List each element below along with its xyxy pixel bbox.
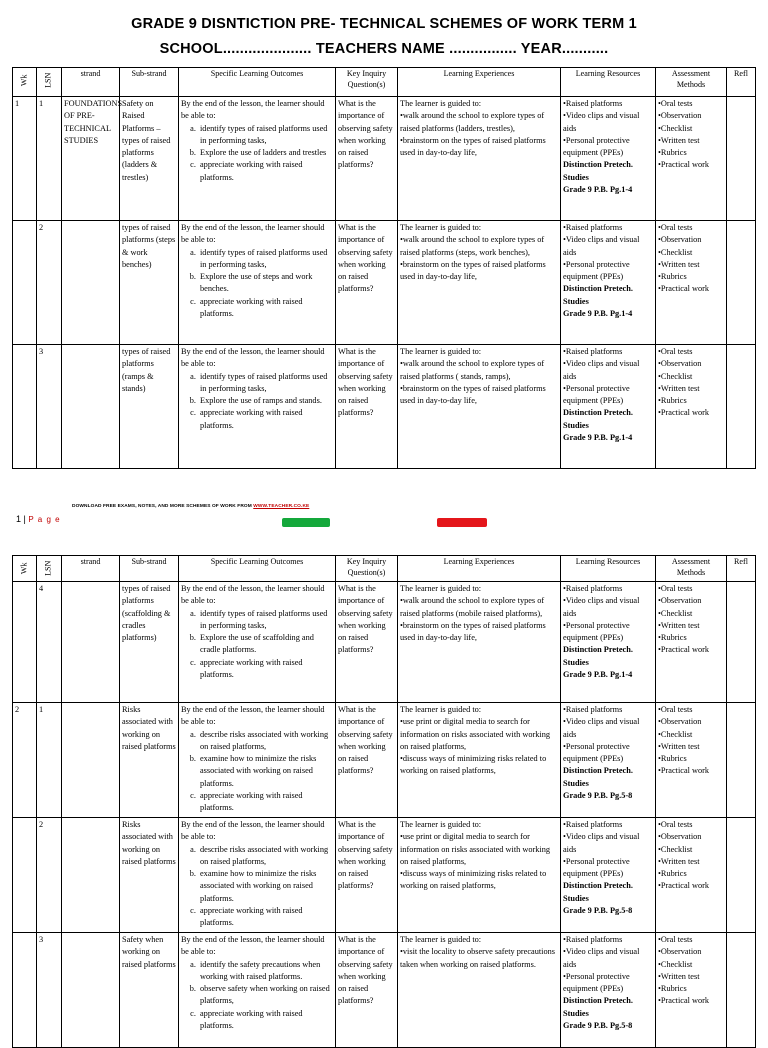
col-header-kiq: Key Inquiry Question(s) <box>336 556 398 582</box>
le-intro: The learner is guided to: <box>400 347 482 356</box>
week-cell <box>13 345 37 469</box>
col-header-le: Learning Experiences <box>398 68 561 97</box>
am-item: • Observation <box>658 234 724 246</box>
slo-cell <box>179 703 336 818</box>
col-header-strand: strand <box>62 556 120 582</box>
slo-item: b. Explore the use of ramps and stands. <box>198 395 333 407</box>
lr-book-title: Distinction Pretech. Studies <box>563 408 633 430</box>
lr-item: • Raised platforms <box>563 934 653 946</box>
strand-cell <box>62 345 120 469</box>
slo-item: b. examine how to minimize the risks associated with working on raised platforms. <box>198 868 333 905</box>
slo-item: a. describe risks associated with working on raised platforms, <box>198 729 333 754</box>
reflection-cell <box>727 97 756 221</box>
am-item: • Oral tests <box>658 222 724 234</box>
le-intro: The learner is guided to: <box>400 99 482 108</box>
table-row <box>13 933 756 1048</box>
lr-book-title: Distinction Pretech. Studies <box>563 881 633 903</box>
le-intro: The learner is guided to: <box>400 935 482 944</box>
slo-cell <box>179 221 336 345</box>
lr-book-title: Distinction Pretech. Studies <box>563 996 633 1018</box>
reflection-cell <box>727 221 756 345</box>
slo-item: b. examine how to minimize the risks associated with working on raised platforms. <box>198 753 333 790</box>
am-item: • Written test <box>658 259 724 271</box>
table-header-row <box>13 556 756 582</box>
slo-item: b. Explore the use of scaffolding and cradle platforms. <box>198 632 333 657</box>
le-item: • walk around the school to explore types of raised platforms (ladders, trestles), <box>400 110 558 135</box>
le-item: • discuss ways of minimizing risks related to working on raised platforms, <box>400 753 558 778</box>
lr-item: • Raised platforms <box>563 222 653 234</box>
le-item: • visit the locality to observe safety precautions taken when working on raised platforms. <box>400 946 558 971</box>
am-item: • Oral tests <box>658 934 724 946</box>
learning-resources-cell <box>561 703 656 818</box>
am-list <box>658 222 724 296</box>
am-item: • Oral tests <box>658 98 724 110</box>
sub-strand-cell: types of raised platforms (scaffolding & cradles platforms) <box>120 582 179 703</box>
lr-item: • Video clips and visual aids <box>563 946 653 971</box>
lr-list <box>563 934 653 995</box>
table-row <box>13 818 756 933</box>
table-row <box>13 345 756 469</box>
learning-experiences-cell <box>398 221 561 345</box>
key-inquiry-cell: What is the importance of observing safety when working on raised platforms? <box>336 933 398 1048</box>
lesson-cell: 2 <box>37 818 62 933</box>
am-item: • Practical work <box>658 644 724 656</box>
am-item: • Rubrics <box>658 753 724 765</box>
sub-strand-cell: Safety on Raised Platforms – types of raised platforms (ladders & trestles) <box>120 97 179 221</box>
strand-cell <box>62 933 120 1048</box>
col-header-lsn: LSN <box>37 68 62 97</box>
am-item: • Written test <box>658 135 724 147</box>
am-item: • Practical work <box>658 283 724 295</box>
le-item: • walk around the school to explore types of raised platforms (mobile raised platforms), <box>400 595 558 620</box>
le-item: • use print or digital media to search for information on risks associated with working on raised platforms, <box>400 831 558 868</box>
col-header-le: Learning Experiences <box>398 556 561 582</box>
le-item: • walk around the school to explore types of raised platforms ( stands, ramps), <box>400 358 558 383</box>
am-item: • Rubrics <box>658 632 724 644</box>
le-list <box>400 946 558 971</box>
lr-list <box>563 222 653 283</box>
lr-item: • Video clips and visual aids <box>563 716 653 741</box>
slo-cell <box>179 933 336 1048</box>
scheme-table-page-1 <box>12 67 756 469</box>
am-item: • Written test <box>658 383 724 395</box>
am-item: • Practical work <box>658 995 724 1007</box>
key-inquiry-cell: What is the importance of observing safety when working on raised platforms? <box>336 818 398 933</box>
slo-item: c. appreciate working with raised platforms. <box>198 790 333 815</box>
lr-item: • Raised platforms <box>563 819 653 831</box>
slo-item: a. identify the safety precautions when working with raised platforms. <box>198 959 333 984</box>
document-subtitle: SCHOOL..................... TEACHERS NAME ................ YEAR........... <box>159 41 609 57</box>
am-list <box>658 346 724 420</box>
slo-cell <box>179 97 336 221</box>
lr-item: • Video clips and visual aids <box>563 234 653 259</box>
am-item: • Practical work <box>658 407 724 419</box>
am-item: • Checklist <box>658 247 724 259</box>
am-item: • Observation <box>658 831 724 843</box>
lr-book-title: Distinction Pretech. Studies <box>563 160 633 182</box>
slo-item: b. Explore the use of steps and work benches. <box>198 271 333 296</box>
am-list <box>658 819 724 893</box>
slo-list <box>181 729 333 815</box>
key-inquiry-cell: What is the importance of observing safety when working on raised platforms? <box>336 97 398 221</box>
le-list <box>400 358 558 407</box>
col-header-kiq: Key Inquiry Question(s) <box>336 68 398 97</box>
col-header-lr: Learning Resources <box>561 68 656 97</box>
lr-item: • Raised platforms <box>563 346 653 358</box>
sub-strand-cell: Risks associated with working on raised platforms <box>120 818 179 933</box>
week-cell <box>13 582 37 703</box>
am-item: • Written test <box>658 741 724 753</box>
slo-item: b. Explore the use of ladders and trestles <box>198 147 333 159</box>
am-item: • Rubrics <box>658 271 724 283</box>
lr-item: • Personal protective equipment (PPEs) <box>563 383 653 408</box>
slo-item: a. identify types of raised platforms used in performing tasks, <box>198 123 333 148</box>
table-header-row <box>13 68 756 97</box>
le-item: • walk around the school to explore types of raised platforms (steps, work benches), <box>400 234 558 259</box>
col-header-sub-strand: Sub-strand <box>120 556 179 582</box>
am-item: • Rubrics <box>658 147 724 159</box>
slo-intro: By the end of the lesson, the learner should be able to: <box>181 705 325 727</box>
slo-cell <box>179 818 336 933</box>
slo-cell <box>179 582 336 703</box>
assessment-methods-cell <box>656 97 727 221</box>
slo-intro: By the end of the lesson, the learner should be able to: <box>181 584 325 606</box>
learning-experiences-cell <box>398 933 561 1048</box>
am-item: • Oral tests <box>658 583 724 595</box>
teacher-link[interactable]: WWW.TEACHER.CO.KE <box>253 504 310 509</box>
week-cell <box>13 933 37 1048</box>
lr-item: • Video clips and visual aids <box>563 358 653 383</box>
am-item: • Checklist <box>658 844 724 856</box>
col-header-wk: Wk <box>13 556 37 582</box>
strand-cell: FOUNDATIONS OF PRE-TECHNICAL STUDIES <box>62 97 120 221</box>
learning-experiences-cell <box>398 582 561 703</box>
sub-strand-cell: Risks associated with working on raised platforms <box>120 703 179 818</box>
lr-item: • Personal protective equipment (PPEs) <box>563 259 653 284</box>
learning-experiences-cell <box>398 345 561 469</box>
le-item: • use print or digital media to search for information on risks associated with working on raised platforms, <box>400 716 558 753</box>
le-item: • discuss ways of minimizing risks related to working on raised platforms, <box>400 868 558 893</box>
lr-item: • Raised platforms <box>563 583 653 595</box>
reflection-cell <box>727 345 756 469</box>
green-bar-decoration <box>282 518 330 527</box>
le-list <box>400 595 558 644</box>
am-item: • Rubrics <box>658 395 724 407</box>
strand-cell <box>62 703 120 818</box>
week-cell: 1 <box>13 97 37 221</box>
col-header-wk: Wk <box>13 68 37 97</box>
col-header-refl: Refl <box>727 556 756 582</box>
strand-cell <box>62 582 120 703</box>
assessment-methods-cell <box>656 933 727 1048</box>
le-list <box>400 234 558 283</box>
am-item: • Checklist <box>658 123 724 135</box>
am-item: • Observation <box>658 358 724 370</box>
am-item: • Oral tests <box>658 346 724 358</box>
key-inquiry-cell: What is the importance of observing safety when working on raised platforms? <box>336 345 398 469</box>
le-item: • brainstorm on the types of raised platforms used in day-to-day life, <box>400 259 558 284</box>
slo-list <box>181 608 333 682</box>
lr-item: • Raised platforms <box>563 704 653 716</box>
am-item: • Observation <box>658 716 724 728</box>
am-item: • Rubrics <box>658 868 724 880</box>
learning-resources-cell <box>561 345 656 469</box>
document-title: GRADE 9 DISNTICTION PRE- TECHNICAL SCHEMES OF WORK TERM 1 <box>131 16 637 32</box>
page-number: 1 | P a g e <box>16 514 61 524</box>
slo-item: a. identify types of raised platforms used in performing tasks, <box>198 371 333 396</box>
le-item: • brainstorm on the types of raised platforms used in day-to-day life, <box>400 620 558 645</box>
week-cell <box>13 221 37 345</box>
lesson-cell: 2 <box>37 221 62 345</box>
table-row <box>13 582 756 703</box>
col-header-strand: strand <box>62 68 120 97</box>
am-list <box>658 704 724 778</box>
slo-item: c. appreciate working with raised platforms. <box>198 657 333 682</box>
am-item: • Observation <box>658 595 724 607</box>
slo-item: a. identify types of raised platforms used in performing tasks, <box>198 608 333 633</box>
le-item: • brainstorm on the types of raised platforms used in day-to-day life, <box>400 383 558 408</box>
lr-list <box>563 819 653 880</box>
col-header-slo: Specific Learning Outcomes <box>179 556 336 582</box>
learning-resources-cell <box>561 818 656 933</box>
am-list <box>658 583 724 657</box>
lr-book-pages: Grade 9 P.B. Pg.1-4 <box>563 185 633 195</box>
table-row <box>13 221 756 345</box>
slo-list <box>181 247 333 321</box>
week-cell: 2 <box>13 703 37 818</box>
slo-item: c. appreciate working with raised platforms. <box>198 296 333 321</box>
lr-book-pages: Grade 9 P.B. Pg.5-8 <box>563 906 633 916</box>
slo-intro: By the end of the lesson, the learner should be able to: <box>181 99 325 121</box>
le-list <box>400 110 558 159</box>
slo-cell <box>179 345 336 469</box>
learning-resources-cell <box>561 97 656 221</box>
strand-cell <box>62 818 120 933</box>
am-item: • Written test <box>658 856 724 868</box>
lr-book-pages: Grade 9 P.B. Pg.5-8 <box>563 1021 633 1031</box>
lesson-cell: 1 <box>37 703 62 818</box>
am-item: • Checklist <box>658 959 724 971</box>
slo-item: a. describe risks associated with working on raised platforms, <box>198 844 333 869</box>
lr-book-pages: Grade 9 P.B. Pg.1-4 <box>563 433 633 443</box>
am-list <box>658 98 724 172</box>
assessment-methods-cell <box>656 221 727 345</box>
assessment-methods-cell <box>656 818 727 933</box>
am-item: • Observation <box>658 946 724 958</box>
lr-item: • Personal protective equipment (PPEs) <box>563 135 653 160</box>
lr-item: • Personal protective equipment (PPEs) <box>563 741 653 766</box>
lesson-cell: 1 <box>37 97 62 221</box>
slo-intro: By the end of the lesson, the learner should be able to: <box>181 223 325 245</box>
reflection-cell <box>727 818 756 933</box>
key-inquiry-cell: What is the importance of observing safety when working on raised platforms? <box>336 221 398 345</box>
slo-item: c. appreciate working with raised platforms. <box>198 407 333 432</box>
col-header-slo: Specific Learning Outcomes <box>179 68 336 97</box>
lr-list <box>563 346 653 407</box>
am-item: • Observation <box>658 110 724 122</box>
sub-strand-cell: Safety when working on raised platforms <box>120 933 179 1048</box>
slo-item: c. appreciate working with raised platforms. <box>198 905 333 930</box>
slo-item: b. observe safety when working on raised platforms, <box>198 983 333 1008</box>
slo-intro: By the end of the lesson, the learner should be able to: <box>181 347 325 369</box>
assessment-methods-cell <box>656 703 727 818</box>
lr-book-pages: Grade 9 P.B. Pg.5-8 <box>563 791 633 801</box>
am-item: • Checklist <box>658 371 724 383</box>
am-item: • Written test <box>658 620 724 632</box>
lr-book-pages: Grade 9 P.B. Pg.1-4 <box>563 309 633 319</box>
lr-list <box>563 704 653 765</box>
am-item: • Rubrics <box>658 983 724 995</box>
sub-strand-cell: types of raised platforms (steps & work benches) <box>120 221 179 345</box>
learning-experiences-cell <box>398 97 561 221</box>
learning-resources-cell <box>561 933 656 1048</box>
lr-book-title: Distinction Pretech. Studies <box>563 284 633 306</box>
le-intro: The learner is guided to: <box>400 820 482 829</box>
assessment-methods-cell <box>656 345 727 469</box>
learning-resources-cell <box>561 221 656 345</box>
lr-list <box>563 583 653 644</box>
col-header-lsn: LSN <box>37 556 62 582</box>
key-inquiry-cell: What is the importance of observing safety when working on raised platforms? <box>336 703 398 818</box>
table-row <box>13 703 756 818</box>
lesson-cell: 3 <box>37 345 62 469</box>
lesson-cell: 3 <box>37 933 62 1048</box>
key-inquiry-cell: What is the importance of observing safety when working on raised platforms? <box>336 582 398 703</box>
table-row <box>13 97 756 221</box>
le-list <box>400 716 558 777</box>
le-list <box>400 831 558 892</box>
am-item: • Oral tests <box>658 819 724 831</box>
col-header-am: Assessment Methods <box>656 68 727 97</box>
am-item: • Checklist <box>658 729 724 741</box>
am-item: • Practical work <box>658 159 724 171</box>
lr-book-title: Distinction Pretech. Studies <box>563 766 633 788</box>
lr-item: • Video clips and visual aids <box>563 110 653 135</box>
am-item: • Written test <box>658 971 724 983</box>
slo-item: c. appreciate working with raised platforms. <box>198 159 333 184</box>
reflection-cell <box>727 933 756 1048</box>
slo-list <box>181 371 333 432</box>
slo-item: c. appreciate working with raised platforms. <box>198 1008 333 1033</box>
le-item: • brainstorm on the types of raised platforms used in day-to-day life, <box>400 135 558 160</box>
slo-intro: By the end of the lesson, the learner should be able to: <box>181 935 325 957</box>
slo-list <box>181 844 333 930</box>
lr-item: • Personal protective equipment (PPEs) <box>563 856 653 881</box>
am-item: • Oral tests <box>658 704 724 716</box>
lr-item: • Personal protective equipment (PPEs) <box>563 620 653 645</box>
lr-item: • Personal protective equipment (PPEs) <box>563 971 653 996</box>
am-item: • Checklist <box>658 608 724 620</box>
slo-intro: By the end of the lesson, the learner should be able to: <box>181 820 325 842</box>
lesson-cell: 4 <box>37 582 62 703</box>
lr-book-title: Distinction Pretech. Studies <box>563 645 633 667</box>
slo-list <box>181 123 333 184</box>
lr-item: • Raised platforms <box>563 98 653 110</box>
sub-strand-cell: types of raised platforms (ramps & stands) <box>120 345 179 469</box>
download-note: DOWNLOAD FREE EXAMS, NOTES, AND MORE SCHEMES OF WORK FROM WWW.TEACHER.CO.KE <box>72 504 310 509</box>
scheme-table-page-2 <box>12 555 756 1048</box>
strand-cell <box>62 221 120 345</box>
week-cell <box>13 818 37 933</box>
slo-list <box>181 959 333 1033</box>
assessment-methods-cell <box>656 582 727 703</box>
le-intro: The learner is guided to: <box>400 584 482 593</box>
red-bar-decoration <box>437 518 487 527</box>
am-item: • Practical work <box>658 765 724 777</box>
col-header-lr: Learning Resources <box>561 556 656 582</box>
learning-resources-cell <box>561 582 656 703</box>
am-item: • Practical work <box>658 880 724 892</box>
le-intro: The learner is guided to: <box>400 705 482 714</box>
learning-experiences-cell <box>398 818 561 933</box>
am-list <box>658 934 724 1008</box>
lr-book-pages: Grade 9 P.B. Pg.1-4 <box>563 670 633 680</box>
lr-item: • Video clips and visual aids <box>563 595 653 620</box>
reflection-cell <box>727 582 756 703</box>
col-header-refl: Refl <box>727 68 756 97</box>
col-header-sub-strand: Sub-strand <box>120 68 179 97</box>
le-intro: The learner is guided to: <box>400 223 482 232</box>
lr-item: • Video clips and visual aids <box>563 831 653 856</box>
slo-item: a. identify types of raised platforms used in performing tasks, <box>198 247 333 272</box>
reflection-cell <box>727 703 756 818</box>
lr-list <box>563 98 653 159</box>
col-header-am: Assessment Methods <box>656 556 727 582</box>
learning-experiences-cell <box>398 703 561 818</box>
